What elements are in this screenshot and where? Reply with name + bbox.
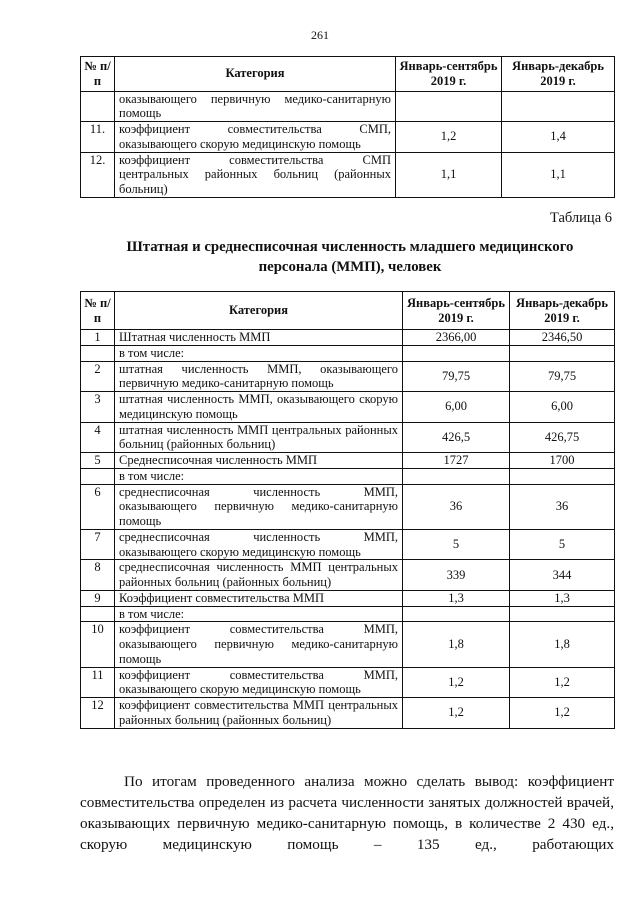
- table-row: [81, 590, 615, 606]
- row-num: 12: [81, 698, 115, 729]
- row-value-jan-dec: 1,8: [510, 622, 615, 667]
- table-row: [81, 122, 615, 153]
- row-value-jan-sep: 6,00: [403, 392, 510, 423]
- row-value-jan-dec: 1,1: [502, 152, 615, 197]
- row-value-jan-dec: 36: [510, 484, 615, 529]
- header-jan-dec: Январь-декабрь 2019 г.: [510, 292, 615, 330]
- row-num: [81, 606, 115, 622]
- row-category: в том числе:: [115, 606, 403, 622]
- row-value-jan-dec: [502, 91, 615, 122]
- header-jan-sep: Январь-сентябрь 2019 г.: [403, 292, 510, 330]
- row-category: штатная численность ММП, оказывающего первичную медико-санитарную помощь: [115, 361, 403, 392]
- row-num: [81, 91, 115, 122]
- table-header-row: [81, 57, 615, 92]
- table-row: [81, 392, 615, 423]
- row-value-jan-sep: 1,2: [403, 667, 510, 698]
- row-value-jan-sep: 339: [403, 560, 510, 591]
- row-value-jan-dec: 1700: [510, 453, 615, 469]
- row-category: Штатная численность ММП: [115, 330, 403, 346]
- table-row: [81, 468, 615, 484]
- row-value-jan-dec: [510, 606, 615, 622]
- row-num: 8: [81, 560, 115, 591]
- row-category: коэффициент совместительства ММП, оказывающего скорую медицинскую помощь: [115, 667, 403, 698]
- table-row: [81, 422, 615, 453]
- row-category: в том числе:: [115, 345, 403, 361]
- row-value-jan-sep: 79,75: [403, 361, 510, 392]
- row-num: 6: [81, 484, 115, 529]
- table-row: [81, 698, 615, 729]
- row-num: 2: [81, 361, 115, 392]
- row-value-jan-dec: 2346,50: [510, 330, 615, 346]
- row-num: 11.: [81, 122, 115, 153]
- row-value-jan-dec: [510, 345, 615, 361]
- row-category: Коэффициент совместительства ММП: [115, 590, 403, 606]
- header-category: Категория: [115, 57, 396, 92]
- row-num: 5: [81, 453, 115, 469]
- conclusion-paragraph: По итогам проведенного анализа можно сделать вывод: коэффициент совместительства определен из расчета численности занятых должностей врачей, оказывающих первичную медико-санитарную помощь, в количестве 2 430 ед., скорую медицинскую помощь – 135 ед., работающих: [80, 773, 614, 853]
- row-num: 1: [81, 330, 115, 346]
- row-value-jan-sep: [396, 91, 502, 122]
- row-num: [81, 468, 115, 484]
- row-num: 11: [81, 667, 115, 698]
- row-category: среднесписочная численность ММП, оказывающего скорую медицинскую помощь: [115, 529, 403, 560]
- row-value-jan-dec: 79,75: [510, 361, 615, 392]
- table-row: [81, 453, 615, 469]
- row-value-jan-sep: 1,1: [396, 152, 502, 197]
- table-label: Таблица 6: [549, 210, 612, 226]
- row-category: штатная численность ММП центральных районных больниц (районных больниц): [115, 422, 403, 453]
- row-value-jan-sep: 5: [403, 529, 510, 560]
- row-value-jan-dec: 5: [510, 529, 615, 560]
- table-row: [81, 361, 615, 392]
- table-row: [81, 330, 615, 346]
- table-row: [81, 529, 615, 560]
- row-value-jan-sep: 36: [403, 484, 510, 529]
- row-num: 3: [81, 392, 115, 423]
- header-num: № п/п: [81, 292, 115, 330]
- row-value-jan-dec: 1,4: [502, 122, 615, 153]
- row-value-jan-sep: 1,2: [396, 122, 502, 153]
- row-num: 10: [81, 622, 115, 667]
- table-header-row: [81, 292, 615, 330]
- row-category: среднесписочная численность ММП, оказывающего первичную медико-санитарную помощь: [115, 484, 403, 529]
- row-num: 7: [81, 529, 115, 560]
- row-value-jan-dec: 1,2: [510, 667, 615, 698]
- continued-table: [80, 56, 615, 198]
- row-category: коэффициент совместительства ММП, оказывающего первичную медико-санитарную помощь: [115, 622, 403, 667]
- table-title: Штатная и среднесписочная численность младшего медицинского персонала (ММП), человек: [126, 239, 574, 275]
- table-row: [81, 91, 615, 122]
- row-num: 4: [81, 422, 115, 453]
- table-row: [81, 606, 615, 622]
- row-value-jan-dec: 1,3: [510, 590, 615, 606]
- row-value-jan-dec: 1,2: [510, 698, 615, 729]
- row-value-jan-dec: 6,00: [510, 392, 615, 423]
- row-category: Среднесписочная численность ММП: [115, 453, 403, 469]
- row-category: оказывающего первичную медико-санитарную помощь: [115, 91, 396, 122]
- row-value-jan-sep: [403, 606, 510, 622]
- row-value-jan-sep: 1727: [403, 453, 510, 469]
- header-num: № п/п: [81, 57, 115, 92]
- table-row: [81, 484, 615, 529]
- row-num: 9: [81, 590, 115, 606]
- row-category: штатная численность ММП, оказывающего скорую медицинскую помощь: [115, 392, 403, 423]
- row-value-jan-sep: 1,8: [403, 622, 510, 667]
- row-category: коэффициент совместительства СМП центральных районных больниц (районных больниц): [115, 152, 396, 197]
- table-row: [81, 667, 615, 698]
- table-row: [81, 622, 615, 667]
- header-jan-dec: Январь-декабрь 2019 г.: [502, 57, 615, 92]
- row-value-jan-sep: 1,2: [403, 698, 510, 729]
- header-jan-sep: Январь-сентябрь 2019 г.: [396, 57, 502, 92]
- page-number: 261: [311, 28, 329, 42]
- row-value-jan-sep: [403, 345, 510, 361]
- row-value-jan-sep: 2366,00: [403, 330, 510, 346]
- row-value-jan-dec: 344: [510, 560, 615, 591]
- row-value-jan-sep: 426,5: [403, 422, 510, 453]
- row-value-jan-dec: [510, 468, 615, 484]
- row-category: коэффициент совместительства СМП, оказывающего скорую медицинскую помощь: [115, 122, 396, 153]
- table-row: [81, 560, 615, 591]
- row-num: 12.: [81, 152, 115, 197]
- row-value-jan-sep: 1,3: [403, 590, 510, 606]
- row-category: коэффициент совместительства ММП центральных районных больниц (районных больниц): [115, 698, 403, 729]
- row-value-jan-dec: 426,75: [510, 422, 615, 453]
- row-category: среднесписочная численность ММП центральных районных больниц (районных больниц): [115, 560, 403, 591]
- row-category: в том числе:: [115, 468, 403, 484]
- table-row: [81, 345, 615, 361]
- staff-table: [80, 291, 615, 729]
- header-category: Категория: [115, 292, 403, 330]
- row-num: [81, 345, 115, 361]
- row-value-jan-sep: [403, 468, 510, 484]
- table-row: [81, 152, 615, 197]
